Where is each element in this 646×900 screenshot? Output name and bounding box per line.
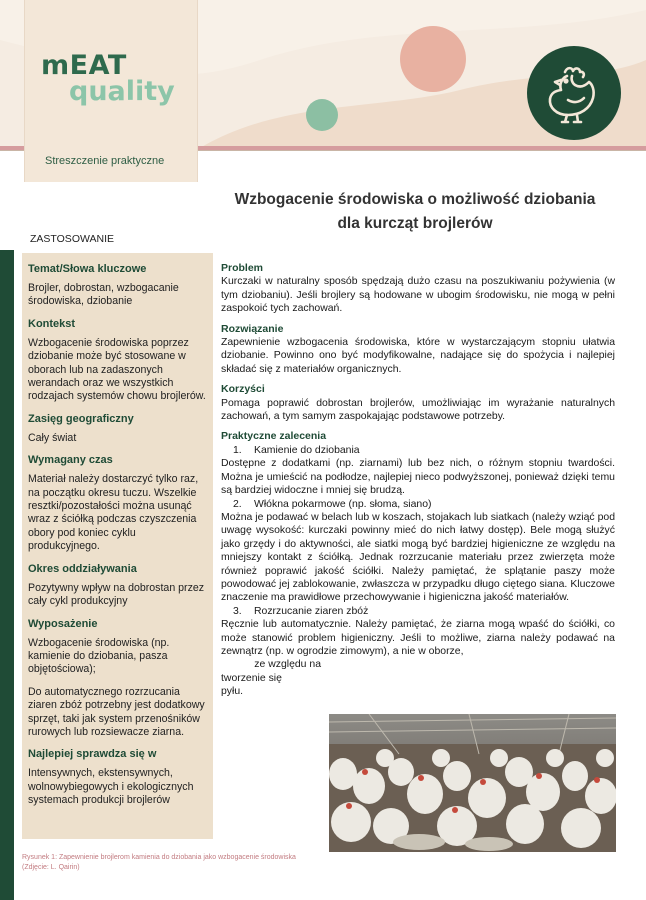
left-accent-bar xyxy=(0,250,14,900)
section-heading-time: Wymagany czas xyxy=(28,454,113,467)
section-text: Do automatycznego rozrzucania ziaren zbóż potrzebny jest dodatkowy sprzęt, taki jak system przenośników rurowych lub rozsiewacze ziarna. xyxy=(28,685,205,738)
paragraph-solution: Zapewnienie wzbogacenia środowiska, które w wystarczającym stopniu ułatwia dziobanie. Powinno ono być modyfikowalne, nadające się do spożycia i najlepiej składać się z materiałów organicznych. xyxy=(221,337,615,375)
decorative-circle-pink xyxy=(400,26,466,92)
section-text: Wzbogacenie środowiska (np. kamienie do dziobania, pasza objętościowa); xyxy=(28,636,170,676)
recommendation-title-1 xyxy=(221,444,615,457)
section-text: Intensywnych, ekstensywnych, wolnowybiegowych i ekologicznych systemach produkcji brojlerów xyxy=(28,767,194,807)
list-number: 1. xyxy=(233,444,242,456)
section-heading-geography: Zasięg geograficzny xyxy=(28,412,134,425)
list-number: 3. xyxy=(233,605,242,617)
sidebar-section xyxy=(28,563,207,609)
section-text: Cały świat xyxy=(28,431,77,444)
sidebar-section xyxy=(28,618,207,740)
section-text: Brojler, dobrostan, wzbogacanie środowiska, dziobanie xyxy=(28,282,179,308)
logo-text-quality: quality xyxy=(69,76,175,107)
paragraph-problem: Kurczaki w naturalny sposób spędzają dużo czasu na poszukiwaniu pożywienia (w tym dziobaniu). Jeśli brojlery są hodowane w ubogim środowisku, nie mogą w pełni zaspokoić tych zachowań. xyxy=(221,276,615,315)
sidebar-panel xyxy=(22,253,213,839)
figure-caption: Rysunek 1: Zapewnienie brojlerom kamienia do dziobania jako wzbogacenie środowiska (Zdjęcie: L. Qairin) xyxy=(22,854,296,871)
chicken-icon xyxy=(545,62,603,124)
logo-panel xyxy=(24,0,198,182)
sidebar-section xyxy=(28,318,207,404)
recommendation-text-2: Można je podawać w belach lub w koszach, stojakach lub siatkach (należy wziąć pod uwagę wysokość: kurczaki powinny mieć do nich łatwy dostęp). Bele mogą służyć jako grzędy i do aktywności, ale siatki mogą być bardziej higieniczne ze względu na mniejszy kontakt z ściółką. Jednak rozrzucanie materiału przez zwierzęta może również poprawić jakość ściółki. Należy pamiętać, że splątanie paszy może powodować jej zablokowanie, zwłaszcza w przypadku długo ciętego siana. Kluczowe znaczenie ma prawidłowe przechowywanie i higieniczna jakość materiałów. xyxy=(221,511,615,604)
list-title: Kamienie do dziobania xyxy=(254,444,360,456)
section-text: Pozytywny wpływ na dobrostan przez cały cykl produkcyjny xyxy=(28,581,205,608)
section-heading-best-for: Najlepiej sprawdza się w xyxy=(28,748,157,761)
paragraph-benefits: Pomaga poprawić dobrostan brojlerów, umożliwiając im wyrażanie naturalnych zachowań, a tym samym zaspokajając podstawowe potrzeby. xyxy=(221,397,615,423)
document-type-label: Streszczenie praktyczne xyxy=(45,155,165,167)
heading-solution: Rozwiązanie xyxy=(221,322,284,335)
tail-line: ze względu na xyxy=(254,659,321,671)
sidebar-section xyxy=(28,413,207,445)
section-heading-keywords: Temat/Słowa kluczowe xyxy=(28,263,147,275)
sidebar-section xyxy=(28,263,207,309)
section-heading-equipment: Wyposażenie xyxy=(28,617,98,630)
broiler-photo-illustration xyxy=(329,714,616,852)
recommendation-title-2 xyxy=(221,498,615,511)
logo-text-meat: mEAT xyxy=(41,50,127,81)
main-content xyxy=(221,262,615,699)
sidebar-heading: ZASTOSOWANIE xyxy=(30,233,115,245)
heading-problem: Problem xyxy=(221,262,264,274)
heading-benefits: Korzyści xyxy=(221,383,265,396)
section-text: Wzbogacenie środowiska poprzez dziobanie może być stosowane w oborach lub na zadaszonych werandach oraz we wszystkich rodzajach systemów chowu brojlerów. xyxy=(28,336,206,403)
document-title xyxy=(210,188,620,236)
list-title: Rozrzucanie ziaren zbóż xyxy=(254,605,369,617)
section-text: Materiał należy dostarczyć tylko raz, na początku okresu tuczu. Wszelkie resztki/pozostałości można usunąć wraz z ściółką podczas czyszczenia obory pod koniec cyklu produkcyjnego. xyxy=(28,473,199,553)
heading-recommendations: Praktyczne zalecenia xyxy=(221,430,327,443)
title-line-1: Wzbogacenie środowiska o możliwość dziobania xyxy=(234,191,596,208)
tail-line: pyłu. xyxy=(221,686,244,698)
recommendation-text-3-tail xyxy=(221,658,321,698)
list-title: Włókna pokarmowe (np. słoma, siano) xyxy=(254,498,432,510)
decorative-circle-green xyxy=(306,99,338,131)
recommendation-text-1: Dostępne z dodatkami (np. ziarnami) lub bez nich, o różnym stopniu twardości. Można je umieścić na podłodze, najlepiej nieco podwyższonej, ponieważ dzięki temu są bardziej widoczne i mniej się brudzą. xyxy=(221,458,615,497)
sidebar-section xyxy=(28,748,207,807)
section-heading-context: Kontekst xyxy=(28,317,76,330)
recommendation-title-3 xyxy=(221,605,615,618)
tail-line: tworzenie się xyxy=(221,672,282,684)
title-line-2: dla kurcząt brojlerów xyxy=(337,215,493,232)
chicken-badge xyxy=(527,46,621,140)
recommendation-text-3: Ręcznie lub automatycznie. Należy pamiętać, że ziarna mogą wpaść do ściółki, co może stanowić problem higieniczny. Jeśli to możliwe, ziarna należy podawać na zewnątrz (np. w ogrodzie zimowym), a nie w oborze, xyxy=(221,619,615,657)
section-heading-impact-period: Okres oddziaływania xyxy=(28,562,137,575)
broiler-photo xyxy=(329,714,616,852)
sidebar-section xyxy=(28,454,207,553)
list-number: 2. xyxy=(233,498,242,510)
